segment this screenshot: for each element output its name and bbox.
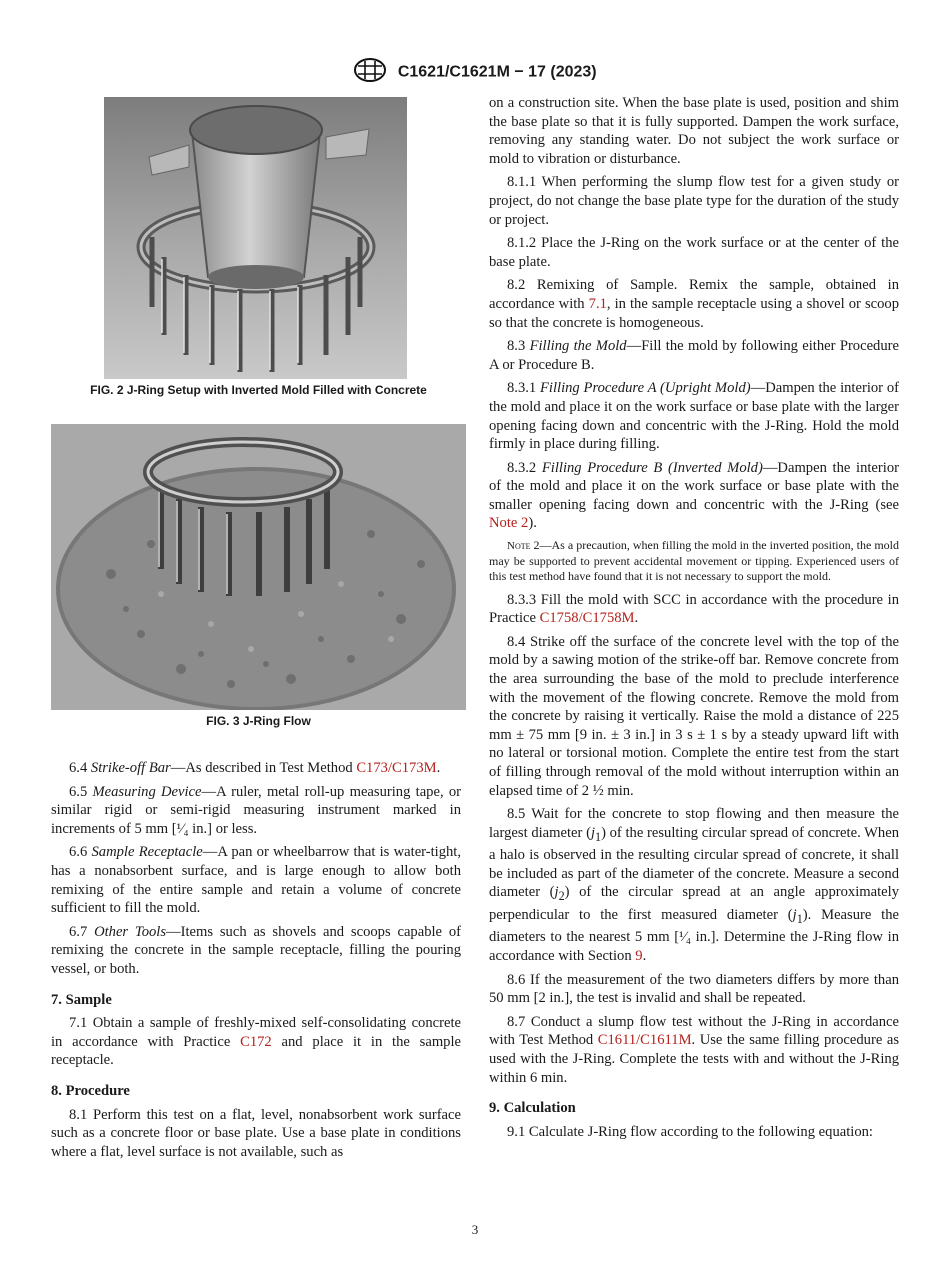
- ref-note-2[interactable]: Note 2: [489, 515, 529, 532]
- section-8-3: 8.3 Filling the Mold—Fill the mold by following either Procedure A or Procedure B.: [489, 338, 899, 373]
- section-6-6: 6.6 Sample Receptacle—A pan or wheelbarrow that is water-tight, has a nonabsorbent surface, and is large enough to allow both remixing of the entire sample and retain a volume of concrete sufficient to fill the mold.: [51, 844, 461, 917]
- left-column: [51, 759, 461, 1166]
- section-8-1-1: 8.1.1 When performing the slump flow test for a given study or project, do not change the base plate type for the duration of the study or project.: [489, 174, 899, 228]
- section-8-4: 8.4 Strike off the surface of the concrete level with the top of the mold by a sawing motion of the strike-off bar. Remove concrete from the area surrounding the base of the mold to preclude interference with the movement of the flowing concrete. Remove the mold from the concrete by raising it vertically. Raise the mold a distance of 225 mm ± 75 mm [9 in. ± 3 in.] in 3 s ± 1 s by a steady upward lift with no lateral or torsional motion. Complete the entire test from the start of filling through removal of the mold without interruption within an elapsed time of 2 ½ min.: [489, 633, 899, 799]
- standard-designation: C1621/C1621M − 17 (2023): [397, 63, 597, 81]
- section-6-4: 6.4 Strike-off Bar—As described in Test Method C173/C173M.: [69, 760, 441, 776]
- heading-9-calculation: 9. Calculation: [489, 1100, 576, 1117]
- figure-3-caption: FIG. 3 J-Ring Flow: [206, 714, 311, 728]
- ref-c1611[interactable]: C1611/C1611M: [597, 1032, 692, 1049]
- ref-section-9[interactable]: 9: [635, 948, 643, 965]
- note-2: Note 2—As a precaution, when filling the mold in the inverted position, the mold may be supported to prevent accidental movement or tipping. Experienced users of this test method have found that it is not necessary to support the mold.: [489, 538, 899, 584]
- section-8-3-3: 8.3.3 Fill the mold with SCC in accordance with the procedure in Practice C1758/C1758M.: [489, 591, 899, 627]
- section-9-1: 9.1 Calculate J-Ring flow according to the following equation:: [507, 1123, 873, 1140]
- section-8-1-continued: on a construction site. When the base plate is used, position and shim the base plate so that it is fully supported. Dampen the work surface, removing any standing water. Do not subject the work surface or mold to vibration or disturbance.: [489, 95, 899, 167]
- section-8-7: 8.7 Conduct a slump flow test without the J-Ring in accordance with Test Method C1611/C1611M. Use the same filling procedure as used with the J-Ring. Complete the tests with and without the J-Ring within 6 min.: [489, 1013, 899, 1086]
- ref-c1758[interactable]: C1758/C1758M: [539, 610, 635, 627]
- heading-7-sample: 7. Sample: [51, 991, 112, 1008]
- document-header: [0, 57, 950, 81]
- section-8-2: 8.2 Remixing of Sample. Remix the sample, obtained in accordance with 7.1, in the sample receptacle using a shovel or scoop so that the concrete is homogeneous.: [489, 277, 900, 331]
- section-6-5: 6.5 Measuring Device—A ruler, metal roll-up measuring tape, or similar rigid or semi-rigid measuring instrument marked in increments of 5 mm [¹⁄₄ in.] or less.: [51, 783, 462, 837]
- section-8-3-1: 8.3.1 Filling Procedure A (Upright Mold)—Dampen the interior of the mold and place it on the work surface or base plate with the larger opening facing down and concentric with the J-Ring. Hold the mold firmly in place during filling.: [489, 380, 900, 453]
- figure-2-photo: [104, 97, 407, 379]
- section-8-6: 8.6 If the measurement of the two diameters differs by more than 50 mm [2 in.], the test is invalid and shall be repeated.: [489, 971, 899, 1007]
- section-6-7: 6.7 Other Tools—Items such as shovels and scoops capable of remixing the concrete in the sample receptacle, filling the pouring vessel, or both.: [51, 923, 461, 977]
- section-8-3-2: 8.3.2 Filling Procedure B (Inverted Mold)—Dampen the interior of the mold and place it on the work surface or base plate with the smaller opening facing down and concentric with the J-Ring (see Note 2).: [489, 459, 899, 532]
- term-strike-off-bar: Strike-off Bar: [90, 760, 171, 776]
- astm-logo-icon: [353, 57, 387, 88]
- figure-3-photo: [51, 424, 466, 710]
- section-7-1: 7.1 Obtain a sample of freshly-mixed self-consolidating concrete in accordance with Practice C172 and place it in the sample receptacle.: [51, 1015, 461, 1069]
- section-8-1-2: 8.1.2 Place the J-Ring on the work surface or at the center of the base plate.: [489, 235, 899, 270]
- section-8-5: 8.5 Wait for the concrete to stop flowing and then measure the largest diameter $(j_1)$ of the resulting circular spread of concrete. When a halo is observed in the resulting circular spread of concrete, it shall be included as part of the diameter of the concrete. Measure a second diameter $(j_2)$ of the circular spread at an angle approximately perpendicular to the first measured diameter $(j_1)$. Measure the diameters to the nearest 5 mm [¹⁄₄ in.]. Determine the J-Ring flow in accordance with Section 9.: [489, 806, 899, 965]
- page-number: 3: [471, 1222, 479, 1237]
- ref-7-1[interactable]: 7.1: [588, 295, 607, 312]
- ref-c173[interactable]: C173/C173M: [356, 760, 437, 776]
- right-column: [489, 94, 899, 1146]
- figure-2-caption: FIG. 2 J-Ring Setup with Inverted Mold Filled with Concrete: [90, 383, 427, 397]
- section-8-1: 8.1 Perform this test on a flat, level, nonabsorbent work surface such as a concrete floor or base plate. Use a base plate in conditions where a flat, level surface is not available, such as: [51, 1106, 461, 1160]
- ref-c172[interactable]: C172: [240, 1033, 272, 1050]
- heading-8-procedure: 8. Procedure: [51, 1082, 130, 1099]
